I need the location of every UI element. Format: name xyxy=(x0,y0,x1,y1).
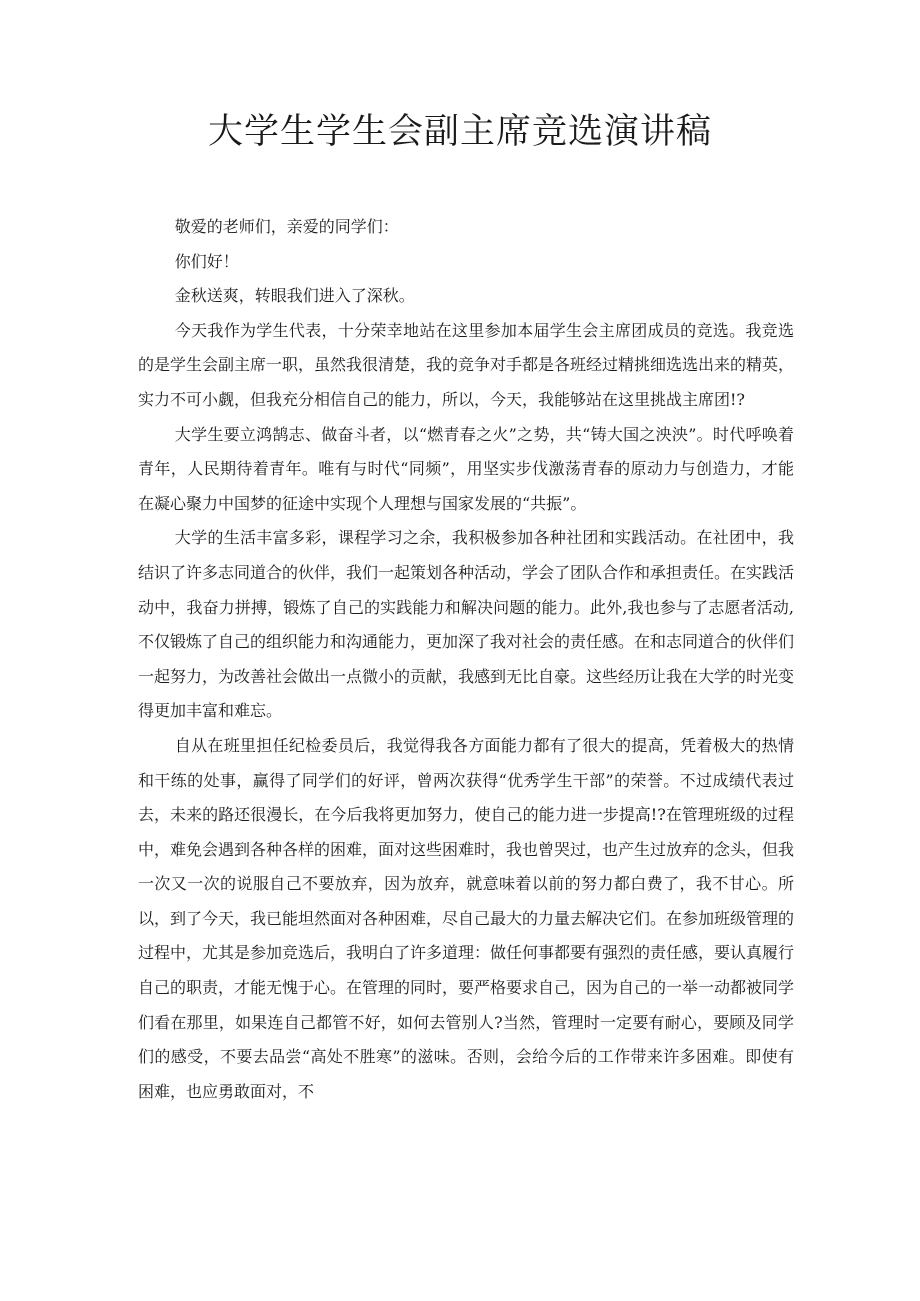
body-paragraph: 自从在班里担任纪检委员后，我觉得我各方面能力都有了很大的提高，凭着极大的热情和干练的处事，赢得了同学们的好评，曾两次获得“优秀学生干部”的荣誉。不过成绩代表过去，未来的路还很漫长，在今后我将更加努力，使自己的能力进一步提高!?在管理班级的过程中，难免会遇到各种各样的困难，面对这些困难时，我也曾哭过，也产生过放弃的念头，但我一次又一次的说服自己不要放弃，因为放弃，就意味着以前的努力都白费了，我不甘心。所以，到了今天，我已能坦然面对各种困难，尽自己最大的力量去解决它们。在参加班级管理的过程中，尤其是参加竞选后，我明白了许多道理：做任何事都要有强烈的责任感，要认真履行自己的职责，才能无愧于心。在管理的同时，要严格要求自己，因为自己的一举一动都被同学们看在那里，如果连自己都管不好，如何去管别人?当然，管理时一定要有耐心，要顾及同学们的感受，不要去品尝“高处不胜寒”的滋味。否则，会给今后的工作带来许多困难。即使有困难，也应勇敢面对，不 xyxy=(138,735,795,1101)
document-body xyxy=(138,210,794,1109)
salutation-paragraph: 敬爱的老师们，亲爱的同学们： xyxy=(174,217,399,236)
body-paragraph: 今天我作为学生代表，十分荣幸地站在这里参加本届学生会主席团成员的竞选。我竞选的是学生会副主席一职，虽然我很清楚，我的竞争对手都是各班经过精挑细选选出来的精英，实力不可小觑，但我充分相信自己的能力，所以，今天，我能够站在这里挑战主席团!? xyxy=(138,320,795,409)
body-paragraph: 大学生要立鸿鹄志、做奋斗者，以“燃青春之火”之势，共“铸大国之泱泱”。时代呼唤着青年，人民期待着青年。唯有与时代“同频”，用坚实步伐激荡青春的原动力与创造力，才能在凝心聚力中国梦的征途中实现个人理想与国家发展的“共振”。 xyxy=(138,424,794,513)
document-title: 大学生学生会副主席竞选演讲稿 xyxy=(207,112,712,152)
greeting-paragraph: 你们好！ xyxy=(174,251,239,271)
body-paragraph: 大学的生活丰富多彩，课程学习之余，我积极参加各种社团和实践活动。在社团中，我结识了许多志同道合的伙伴，我们一起策划各种活动，学会了团队合作和承担责任。在实践活动中，我奋力拼搏，锻炼了自己的实践能力和解决问题的能力。此外,我也参与了志愿者活动,不仅锻炼了自己的组织能力和沟通能力，更加深了我对社会的责任感。在和志同道合的伙伴们一起努力，为改善社会做出一点微小的贡献，我感到无比自豪。这些经历让我在大学的时光变得更加丰富和难忘。 xyxy=(138,528,795,721)
opening-paragraph: 金秋送爽，转眼我们进入了深秋。 xyxy=(174,286,415,306)
